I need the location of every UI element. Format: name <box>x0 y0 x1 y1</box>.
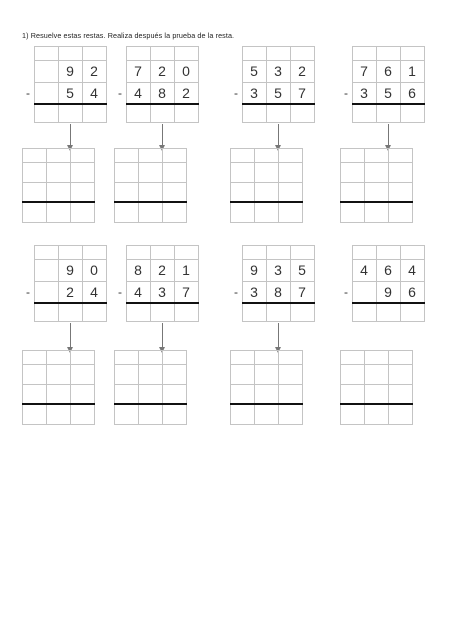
grid-cell[interactable] <box>46 162 71 183</box>
grid-cell[interactable] <box>278 404 303 425</box>
grid-cell[interactable] <box>340 202 365 223</box>
subtrahend-digit: 4 <box>90 284 98 300</box>
grid-cell[interactable] <box>138 182 163 203</box>
result-line <box>126 302 199 304</box>
grid-cell[interactable] <box>22 162 47 183</box>
grid-cell[interactable] <box>150 303 175 322</box>
subtrahend-digit: 4 <box>90 85 98 101</box>
minuend-digit: 9 <box>66 63 74 79</box>
grid-cell[interactable] <box>22 384 47 405</box>
arrow-down-icon <box>388 124 389 146</box>
grid-cell[interactable] <box>278 384 303 405</box>
result-line <box>242 302 315 304</box>
subtrahend-digit: 2 <box>66 284 74 300</box>
minus-sign: - <box>234 86 238 100</box>
grid-cell[interactable] <box>376 104 401 123</box>
grid-cell[interactable] <box>230 384 255 405</box>
grid-cell[interactable] <box>242 245 267 260</box>
grid-cell[interactable] <box>254 364 279 385</box>
grid-cell[interactable] <box>352 104 377 123</box>
grid-cell[interactable] <box>162 162 187 183</box>
subtrahend-digit: 5 <box>274 85 282 101</box>
grid-cell[interactable] <box>364 202 389 223</box>
minus-sign: - <box>344 86 348 100</box>
grid-cell[interactable] <box>364 148 389 163</box>
minus-sign: - <box>344 285 348 299</box>
grid-cell[interactable] <box>230 364 255 385</box>
arrow-down-icon <box>70 323 71 348</box>
grid-cell[interactable] <box>114 350 139 365</box>
grid-cell[interactable] <box>278 364 303 385</box>
grid-cell[interactable] <box>46 148 71 163</box>
grid-cell[interactable] <box>162 350 187 365</box>
minuend-digit: 9 <box>66 262 74 278</box>
grid-cell[interactable] <box>46 202 71 223</box>
minuend-digit: 7 <box>134 63 142 79</box>
minuend-digit: 8 <box>134 262 142 278</box>
grid-cell[interactable] <box>58 303 83 322</box>
grid-cell[interactable] <box>290 245 315 260</box>
grid-cell[interactable] <box>376 245 401 260</box>
grid-cell[interactable] <box>388 364 413 385</box>
grid-cell[interactable] <box>254 148 279 163</box>
grid-cell[interactable] <box>340 182 365 203</box>
grid-cell[interactable] <box>138 404 163 425</box>
grid-cell[interactable] <box>364 182 389 203</box>
grid-cell[interactable] <box>290 303 315 322</box>
grid-cell[interactable] <box>400 104 425 123</box>
grid-cell[interactable] <box>70 182 95 203</box>
grid-cell[interactable] <box>114 202 139 223</box>
grid-cell[interactable] <box>352 303 377 322</box>
grid-cell[interactable] <box>22 202 47 223</box>
grid-cell[interactable] <box>46 350 71 365</box>
grid-cell[interactable] <box>162 202 187 223</box>
grid-cell[interactable] <box>174 245 199 260</box>
grid-cell[interactable] <box>70 162 95 183</box>
grid-cell[interactable] <box>70 384 95 405</box>
grid-cell[interactable] <box>400 303 425 322</box>
grid-cell[interactable] <box>174 46 199 61</box>
grid-cell[interactable] <box>230 404 255 425</box>
grid-cell[interactable] <box>126 245 151 260</box>
minuend-digit: 4 <box>360 262 368 278</box>
minuend-digit: 5 <box>298 262 306 278</box>
grid-cell[interactable] <box>388 404 413 425</box>
arrow-down-icon <box>162 124 163 146</box>
minuend-digit: 1 <box>408 63 416 79</box>
grid-cell[interactable] <box>126 46 151 61</box>
proof-result-line <box>114 403 187 405</box>
result-line <box>34 103 107 105</box>
grid-cell[interactable] <box>340 162 365 183</box>
minuend-digit: 2 <box>90 63 98 79</box>
grid-cell[interactable] <box>70 364 95 385</box>
proof-result-line <box>22 201 95 203</box>
subtrahend-digit: 6 <box>408 284 416 300</box>
minuend-digit: 3 <box>274 63 282 79</box>
minuend-digit: 2 <box>158 63 166 79</box>
subtrahend-digit: 6 <box>408 85 416 101</box>
minuend-digit: 6 <box>384 262 392 278</box>
grid-cell[interactable] <box>70 404 95 425</box>
grid-cell[interactable] <box>290 104 315 123</box>
result-line <box>126 103 199 105</box>
grid-cell[interactable] <box>230 182 255 203</box>
grid-cell[interactable] <box>400 245 425 260</box>
grid-cell[interactable] <box>352 46 377 61</box>
subtrahend-digit: 2 <box>182 85 190 101</box>
subtrahend-digit: 7 <box>298 284 306 300</box>
grid-cell[interactable] <box>340 384 365 405</box>
grid-cell[interactable] <box>266 46 291 61</box>
grid-cell[interactable] <box>114 182 139 203</box>
subtrahend-digit: 3 <box>250 284 258 300</box>
grid-cell[interactable] <box>22 350 47 365</box>
grid-cell[interactable] <box>22 364 47 385</box>
grid-cell[interactable] <box>138 350 163 365</box>
grid-cell[interactable] <box>34 46 59 61</box>
proof-result-line <box>114 201 187 203</box>
grid-cell[interactable] <box>70 148 95 163</box>
grid-cell[interactable] <box>254 350 279 365</box>
grid-cell[interactable] <box>46 404 71 425</box>
grid-cell[interactable] <box>278 350 303 365</box>
minuend-digit: 4 <box>408 262 416 278</box>
subtrahend-digit: 8 <box>158 85 166 101</box>
proof-result-line <box>340 201 413 203</box>
grid-cell[interactable] <box>162 384 187 405</box>
grid-cell[interactable] <box>254 182 279 203</box>
grid-cell[interactable] <box>34 245 59 260</box>
subtrahend-digit: 9 <box>384 284 392 300</box>
result-line <box>242 103 315 105</box>
grid-cell[interactable] <box>340 364 365 385</box>
grid-cell[interactable] <box>290 46 315 61</box>
grid-cell[interactable] <box>388 384 413 405</box>
grid-cell[interactable] <box>340 148 365 163</box>
arrow-down-icon <box>70 124 71 146</box>
grid-cell[interactable] <box>138 148 163 163</box>
grid-cell[interactable] <box>364 384 389 405</box>
minuend-digit: 2 <box>158 262 166 278</box>
minuend-digit: 6 <box>384 63 392 79</box>
grid-cell[interactable] <box>278 162 303 183</box>
subtrahend-digit: 3 <box>158 284 166 300</box>
subtrahend-digit: 8 <box>274 284 282 300</box>
grid-cell[interactable] <box>174 104 199 123</box>
grid-cell[interactable] <box>242 46 267 61</box>
arrow-down-icon <box>278 124 279 146</box>
subtrahend-digit: 7 <box>298 85 306 101</box>
arrow-down-icon <box>162 323 163 348</box>
grid-cell[interactable] <box>70 202 95 223</box>
minus-sign: - <box>234 285 238 299</box>
grid-cell[interactable] <box>376 46 401 61</box>
grid-cell[interactable] <box>82 104 107 123</box>
grid-cell[interactable] <box>162 148 187 163</box>
grid-cell[interactable] <box>266 104 291 123</box>
grid-cell[interactable] <box>162 182 187 203</box>
grid-cell[interactable] <box>388 182 413 203</box>
grid-cell[interactable] <box>58 46 83 61</box>
minuend-digit: 1 <box>182 262 190 278</box>
grid-cell[interactable] <box>126 303 151 322</box>
subtrahend-digit: 4 <box>134 85 142 101</box>
grid-cell[interactable] <box>266 303 291 322</box>
grid-cell[interactable] <box>126 104 151 123</box>
grid-cell[interactable] <box>388 162 413 183</box>
grid-cell[interactable] <box>114 404 139 425</box>
grid-cell[interactable] <box>138 202 163 223</box>
grid-cell[interactable] <box>114 384 139 405</box>
grid-cell[interactable] <box>138 364 163 385</box>
grid-cell[interactable] <box>22 404 47 425</box>
grid-cell[interactable] <box>34 60 59 83</box>
subtrahend-digit: 5 <box>66 85 74 101</box>
grid-cell[interactable] <box>230 148 255 163</box>
grid-cell[interactable] <box>388 148 413 163</box>
grid-cell[interactable] <box>70 350 95 365</box>
grid-cell[interactable] <box>138 162 163 183</box>
grid-cell[interactable] <box>230 350 255 365</box>
minuend-digit: 7 <box>360 63 368 79</box>
grid-cell[interactable] <box>46 364 71 385</box>
subtrahend-digit: 7 <box>182 284 190 300</box>
grid-cell[interactable] <box>150 46 175 61</box>
subtrahend-digit: 4 <box>134 284 142 300</box>
grid-cell[interactable] <box>150 104 175 123</box>
grid-cell[interactable] <box>22 148 47 163</box>
grid-cell[interactable] <box>376 303 401 322</box>
subtrahend-digit: 3 <box>250 85 258 101</box>
grid-cell[interactable] <box>400 46 425 61</box>
grid-cell[interactable] <box>364 404 389 425</box>
instruction-text: 1) Resuelve estas restas. Realiza después la prueba de la resta. <box>22 31 235 40</box>
grid-cell[interactable] <box>230 202 255 223</box>
grid-cell[interactable] <box>162 364 187 385</box>
grid-cell[interactable] <box>34 104 59 123</box>
grid-cell[interactable] <box>34 303 59 322</box>
proof-result-line <box>22 403 95 405</box>
grid-cell[interactable] <box>34 259 59 282</box>
grid-cell[interactable] <box>82 303 107 322</box>
grid-cell[interactable] <box>388 350 413 365</box>
grid-cell[interactable] <box>58 245 83 260</box>
proof-result-line <box>340 403 413 405</box>
minuend-digit: 5 <box>250 63 258 79</box>
grid-cell[interactable] <box>82 245 107 260</box>
grid-cell[interactable] <box>58 104 83 123</box>
minuend-digit: 3 <box>274 262 282 278</box>
grid-cell[interactable] <box>254 404 279 425</box>
grid-cell[interactable] <box>230 162 255 183</box>
grid-cell[interactable] <box>278 182 303 203</box>
grid-cell[interactable] <box>388 202 413 223</box>
grid-cell[interactable] <box>254 162 279 183</box>
minus-sign: - <box>118 285 122 299</box>
arrow-down-icon <box>278 323 279 348</box>
grid-cell[interactable] <box>22 182 47 203</box>
result-line <box>34 302 107 304</box>
grid-cell[interactable] <box>254 384 279 405</box>
subtrahend-digit: 5 <box>384 85 392 101</box>
grid-cell[interactable] <box>242 104 267 123</box>
minus-sign: - <box>26 285 30 299</box>
proof-result-line <box>230 403 303 405</box>
grid-cell[interactable] <box>266 245 291 260</box>
minus-sign: - <box>26 86 30 100</box>
grid-cell[interactable] <box>114 364 139 385</box>
grid-cell[interactable] <box>364 350 389 365</box>
grid-cell[interactable] <box>278 148 303 163</box>
result-line <box>352 302 425 304</box>
grid-cell[interactable] <box>162 404 187 425</box>
grid-cell[interactable] <box>114 148 139 163</box>
grid-cell[interactable] <box>150 245 175 260</box>
minus-sign: - <box>118 86 122 100</box>
grid-cell[interactable] <box>82 46 107 61</box>
grid-cell[interactable] <box>46 384 71 405</box>
grid-cell[interactable] <box>46 182 71 203</box>
grid-cell[interactable] <box>364 364 389 385</box>
grid-cell[interactable] <box>242 303 267 322</box>
grid-cell[interactable] <box>114 162 139 183</box>
result-line <box>352 103 425 105</box>
grid-cell[interactable] <box>278 202 303 223</box>
minuend-digit: 0 <box>182 63 190 79</box>
grid-cell[interactable] <box>340 404 365 425</box>
grid-cell[interactable] <box>364 162 389 183</box>
proof-result-line <box>230 201 303 203</box>
grid-cell[interactable] <box>138 384 163 405</box>
grid-cell[interactable] <box>352 245 377 260</box>
grid-cell[interactable] <box>174 303 199 322</box>
minuend-digit: 0 <box>90 262 98 278</box>
minuend-digit: 9 <box>250 262 258 278</box>
grid-cell[interactable] <box>340 350 365 365</box>
subtrahend-digit: 3 <box>360 85 368 101</box>
grid-cell[interactable] <box>254 202 279 223</box>
minuend-digit: 2 <box>298 63 306 79</box>
